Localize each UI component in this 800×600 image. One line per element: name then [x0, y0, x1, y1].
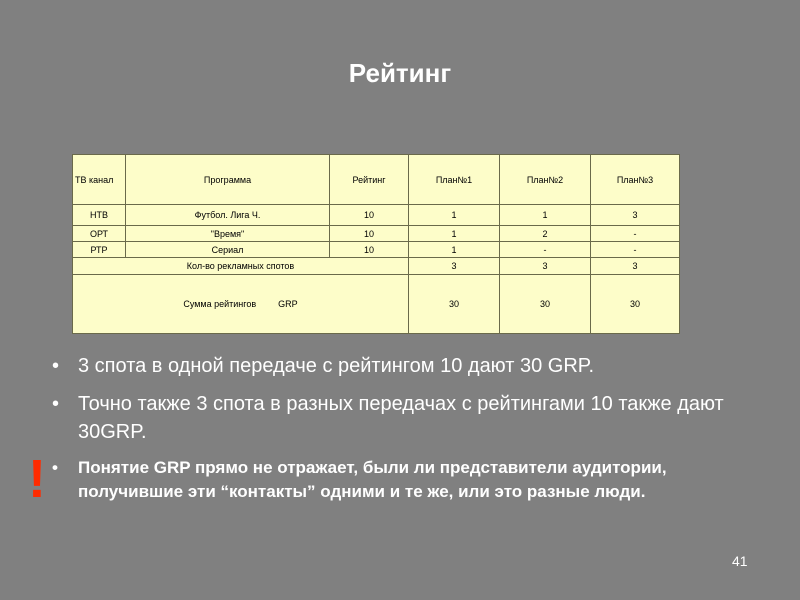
bullet-text: Понятие GRP прямо не отражает, были ли представители аудитории, получившие эти “контакты” одними и те же, или это разные люди. [78, 458, 667, 501]
cell-program: "Время" [126, 226, 330, 242]
cell-plan-3: 3 [591, 205, 680, 226]
bullet-dot-icon: • [52, 458, 58, 477]
grp-sum-plan-1: 30 [409, 275, 500, 334]
cell-channel: ОРТ [73, 226, 126, 242]
header-plan-3: План№3 [591, 155, 680, 205]
spots-count-plan-3: 3 [591, 258, 680, 275]
cell-plan-2: - [500, 242, 591, 258]
cell-plan-2: 1 [500, 205, 591, 226]
cell-channel: РТР [73, 242, 126, 258]
header-rating: Рейтинг [330, 155, 409, 205]
table-row [73, 242, 680, 258]
exclamation-mark: ! [28, 449, 46, 509]
grp-sum-label: Сумма рейтингов [183, 299, 257, 309]
cell-plan-1: 1 [409, 242, 500, 258]
bullet-dot-icon: • [52, 355, 60, 377]
header-plan-1: План№1 [409, 155, 500, 205]
bullet-item [50, 352, 750, 380]
bullet-text: Точно также 3 спота в разных передачах с рейтингами 10 также дают 30GRP. [78, 393, 724, 443]
slide-title: Рейтинг [348, 58, 452, 88]
spots-count-plan-1: 3 [409, 258, 500, 275]
cell-rating: 10 [330, 205, 409, 226]
cell-channel: НТВ [73, 205, 126, 226]
spots-count-row [73, 258, 680, 275]
bullet-dot-icon: • [52, 393, 60, 415]
page-number: 41 [732, 553, 748, 569]
header-program: Программа [126, 155, 330, 205]
cell-program: Футбол. Лига Ч. [126, 205, 330, 226]
grp-sum-plan-3: 30 [591, 275, 680, 334]
bullet-text: 3 спота в одной передаче с рейтингом 10 дают 30 GRP. [78, 355, 595, 377]
bullet-item [50, 456, 750, 504]
grp-sum-label-cell [73, 275, 409, 334]
grp-sum-row [73, 275, 680, 334]
cell-program: Сериал [126, 242, 330, 258]
cell-plan-1: 1 [409, 205, 500, 226]
bullet-item [50, 390, 750, 446]
table-row [73, 205, 680, 226]
cell-plan-3: - [591, 242, 680, 258]
header-channel: ТВ канал [73, 155, 126, 205]
rating-table [72, 154, 680, 334]
cell-plan-2: 2 [500, 226, 591, 242]
cell-plan-3: - [591, 226, 680, 242]
grp-sum-plan-2: 30 [500, 275, 591, 334]
table-header-row [73, 155, 680, 205]
bullet-list [50, 352, 750, 504]
spots-count-label: Кол-во рекламных спотов [73, 258, 409, 275]
header-plan-2: План№2 [500, 155, 591, 205]
rating-table-container [72, 154, 680, 334]
spots-count-plan-2: 3 [500, 258, 591, 275]
cell-rating: 10 [330, 226, 409, 242]
table-row [73, 226, 680, 242]
grp-unit-label: GRP [278, 299, 298, 309]
cell-rating: 10 [330, 242, 409, 258]
cell-plan-1: 1 [409, 226, 500, 242]
